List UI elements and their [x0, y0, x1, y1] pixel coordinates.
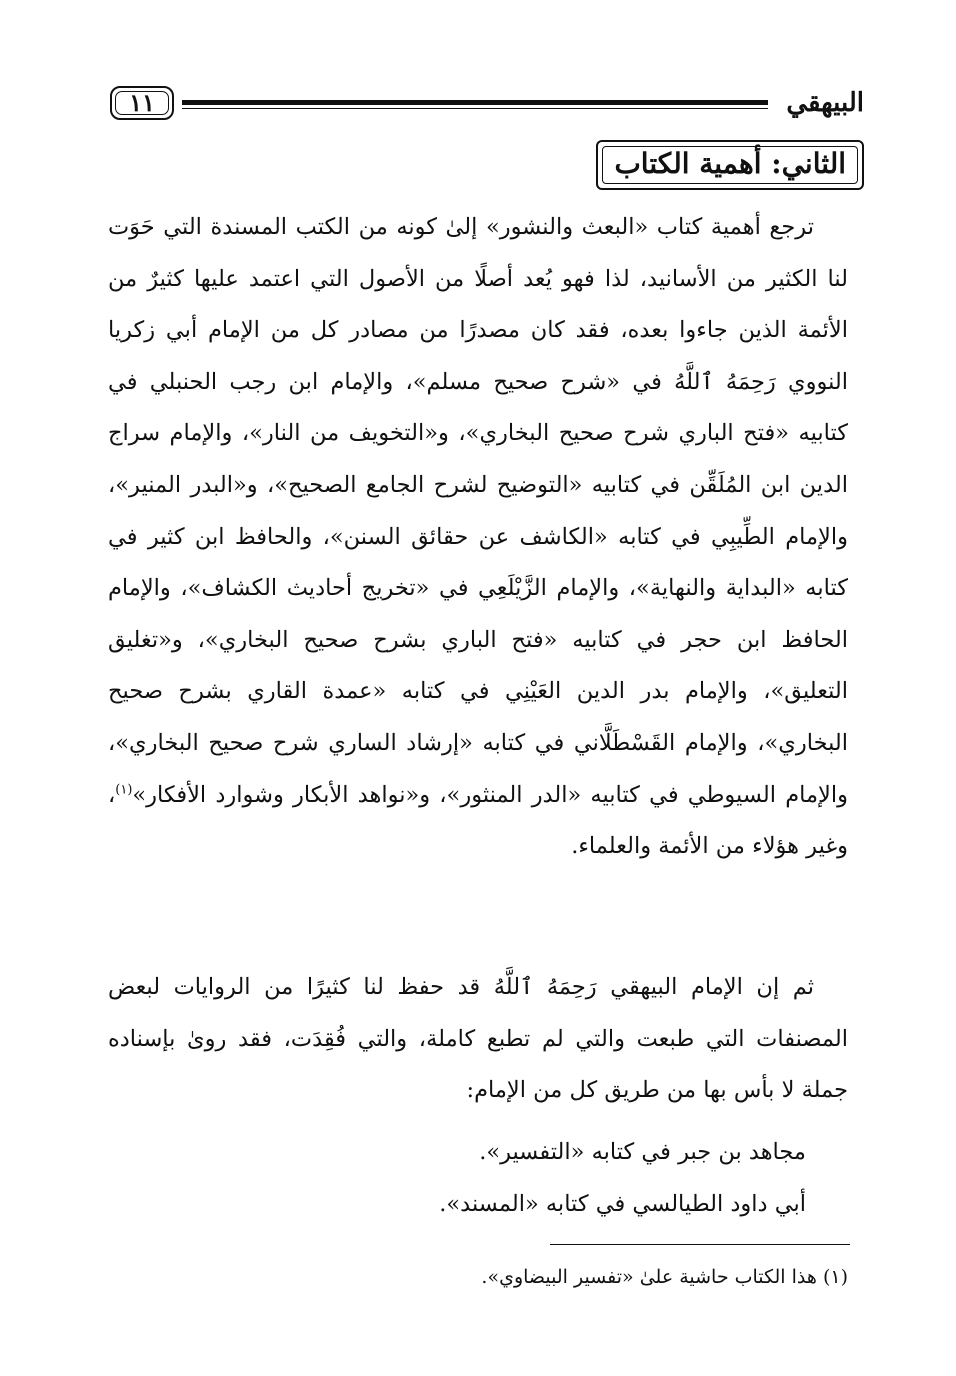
header-rule	[182, 100, 768, 105]
paragraph-text-end: ، وغير هؤلاء من الأئمة والعلماء.	[108, 781, 848, 860]
paragraph-importance	[108, 202, 848, 873]
page-number: ١١	[110, 86, 174, 120]
running-header	[110, 86, 864, 126]
header-rule-thin	[182, 108, 768, 109]
running-header-title: البيهقي	[786, 88, 864, 118]
paragraph-narrations: ثم إن الإمام البيهقي رَحِمَهُ ٱللَّهُ قد حفظ لنا كثيرًا من الروايات لبعض المصنفات التي طبعت والتي لم تطبع كاملة، والتي فُقِدَت، فقد روىٰ بإسناده جملة لا بأس بها من طريق كل من الإمام:	[108, 974, 848, 1104]
imams-list	[439, 1127, 806, 1230]
list-item: مجاهد بن جبر في كتابه «التفسير».	[479, 1139, 806, 1165]
paragraph-text: ترجع أهمية كتاب «البعث والنشور» إلىٰ كونه من الكتب المسندة التي حَوَت لنا الكثير من الأسانيد، لذا فهو يُعد أصلًا من الأصول التي اعتمد عليها كثيرٌ من الأئمة الذين جاءوا بعده، فقد كان مصدرًا من مصادر كل من الإمام أبي زكريا النووي رَحِمَهُ ٱللَّهُ في «شرح صحيح مسلم»، والإمام ابن رجب الحنبلي في كتابيه «فتح الباري شرح صحيح البخاري»، و«التخويف من النار»، والإمام سراج الدين ابن المُلَقِّن في كتابيه «التوضيح لشرح الجامع الصحيح»، و«البدر المنير»، والإمام الطِّيبِي في كتابه «الكاشف عن حقائق السنن»، والحافظ ابن كثير في كتابه «البداية والنهاية»، والإمام الزَّيْلَعِي في «تخريج أحاديث الكشاف»، والإمام الحافظ ابن حجر في كتابيه «فتح الباري بشرح صحيح البخاري»، و«تغليق التعليق»، والإمام بدر الدين العَيْنِي في كتابه «عمدة القاري بشرح صحيح البخاري»، والإمام القَسْطَلَّاني في كتابه «إرشاد الساري شرح صحيح البخاري»، والإمام السيوطي في كتابيه «الدر المنثور»، و«نواهد الأبكار وشوارد الأفكار»	[108, 214, 848, 808]
list-item: أبي داود الطيالسي في كتابه «المسند».	[439, 1190, 806, 1217]
section-heading: الثاني: أهمية الكتاب	[596, 140, 864, 190]
footnote: (١) هذا الكتاب حاشية علىٰ «تفسير البيضاوي».	[481, 1266, 848, 1288]
footnote-separator	[550, 1244, 850, 1245]
footnote-marker[interactable]: (١)	[115, 782, 133, 798]
